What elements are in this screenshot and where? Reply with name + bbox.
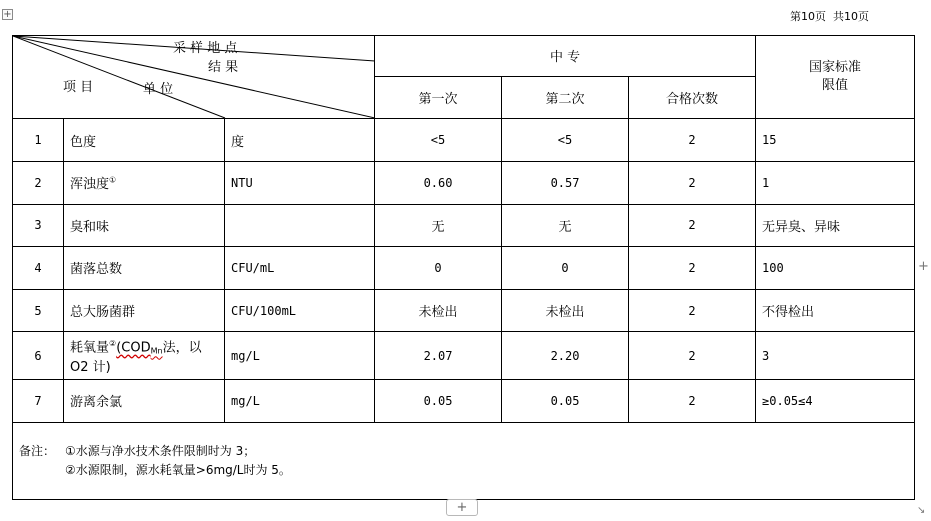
second-result: <5 <box>502 119 629 162</box>
limit-value: 无异臭、异味 <box>756 204 915 247</box>
pass-count: 2 <box>629 204 756 247</box>
first-header: 第一次 <box>375 76 502 119</box>
resize-handle-icon[interactable]: ↘ <box>917 505 926 516</box>
unit-cell: mg/L <box>225 380 375 423</box>
footnote-mark: ① <box>109 175 117 185</box>
item-name-cell <box>64 161 225 204</box>
pass-count: 2 <box>629 161 756 204</box>
limit-value: 100 <box>756 247 915 290</box>
item-name: 色度 <box>64 119 225 162</box>
pass-count: 2 <box>629 332 756 380</box>
standard-header <box>756 36 915 119</box>
item-name-line2: O2 计) <box>70 360 111 376</box>
row-number: 1 <box>13 119 64 162</box>
item-name: 游离余氯 <box>64 380 225 423</box>
diag-label-unit: 单 位 <box>143 82 174 97</box>
pass-count: 2 <box>629 289 756 332</box>
limit-value: 3 <box>756 332 915 380</box>
table-row <box>13 119 915 162</box>
remark-line-1: ①水源与净水技术条件限制时为 3； <box>65 443 256 458</box>
unit-cell: 度 <box>225 119 375 162</box>
site-header: 中 专 <box>375 36 756 77</box>
item-name: 总大肠菌群 <box>64 289 225 332</box>
item-name-method: (COD <box>116 340 151 356</box>
remarks-row <box>13 422 915 499</box>
row-number: 2 <box>13 161 64 204</box>
first-result: <5 <box>375 119 502 162</box>
item-name-method-tail: 法，以 <box>162 340 202 356</box>
unit-cell <box>225 204 375 247</box>
table-row <box>13 204 915 247</box>
item-name: 臭和味 <box>64 204 225 247</box>
second-result: 无 <box>502 204 629 247</box>
unit-cell: mg/L <box>225 332 375 380</box>
table-row <box>13 380 915 423</box>
second-result: 未检出 <box>502 289 629 332</box>
second-result: 0.05 <box>502 380 629 423</box>
remarks-label: 备注： <box>19 443 56 458</box>
pass-count: 2 <box>629 119 756 162</box>
item-name: 浑浊度 <box>70 177 110 193</box>
first-result: 0.05 <box>375 380 502 423</box>
diagonal-header-cell <box>13 36 375 119</box>
remarks-cell <box>13 422 915 499</box>
second-result: 0.57 <box>502 161 629 204</box>
table-move-handle-icon[interactable]: + <box>3 9 12 20</box>
table-row <box>13 161 915 204</box>
unit-cell: CFU/100mL <box>225 289 375 332</box>
limit-value: ≥0.05≤4 <box>756 380 915 423</box>
pass-count: 2 <box>629 247 756 290</box>
diag-label-item: 项 目 <box>63 80 94 95</box>
unit-cell: NTU <box>225 161 375 204</box>
row-number: 7 <box>13 380 64 423</box>
first-result: 2.07 <box>375 332 502 380</box>
row-number: 3 <box>13 204 64 247</box>
table-row <box>13 247 915 290</box>
remark-line-2: ②水源限制，源水耗氧量>6mg/L时为 5。 <box>65 462 291 477</box>
item-name: 耗氧量 <box>70 340 110 356</box>
limit-value: 1 <box>756 161 915 204</box>
item-name-cell <box>64 332 225 380</box>
first-result: 未检出 <box>375 289 502 332</box>
second-header: 第二次 <box>502 76 629 119</box>
pass-count-header: 合格次数 <box>629 76 756 119</box>
second-result: 2.20 <box>502 332 629 380</box>
standard-header-line1: 国家标准 <box>809 60 862 76</box>
limit-value: 不得检出 <box>756 289 915 332</box>
unit-cell: CFU/mL <box>225 247 375 290</box>
first-result: 0 <box>375 247 502 290</box>
diag-label-sampling-site: 采 样 地 点 <box>173 41 238 56</box>
item-name-subscript: Mn <box>150 346 163 356</box>
second-result: 0 <box>502 247 629 290</box>
first-result: 无 <box>375 204 502 247</box>
row-number: 6 <box>13 332 64 380</box>
page-number: 第10页 共10页 <box>790 10 869 23</box>
add-column-button[interactable]: + <box>918 259 929 274</box>
table-row <box>13 289 915 332</box>
first-result: 0.60 <box>375 161 502 204</box>
diag-label-result: 结 果 <box>208 60 239 75</box>
footnote-mark: ② <box>109 339 117 349</box>
water-quality-table <box>12 35 915 500</box>
row-number: 5 <box>13 289 64 332</box>
pass-count: 2 <box>629 380 756 423</box>
standard-header-line2: 限值 <box>822 78 849 94</box>
table-row <box>13 332 915 380</box>
limit-value: 15 <box>756 119 915 162</box>
item-name: 菌落总数 <box>64 247 225 290</box>
add-row-button[interactable]: + <box>446 499 478 516</box>
row-number: 4 <box>13 247 64 290</box>
